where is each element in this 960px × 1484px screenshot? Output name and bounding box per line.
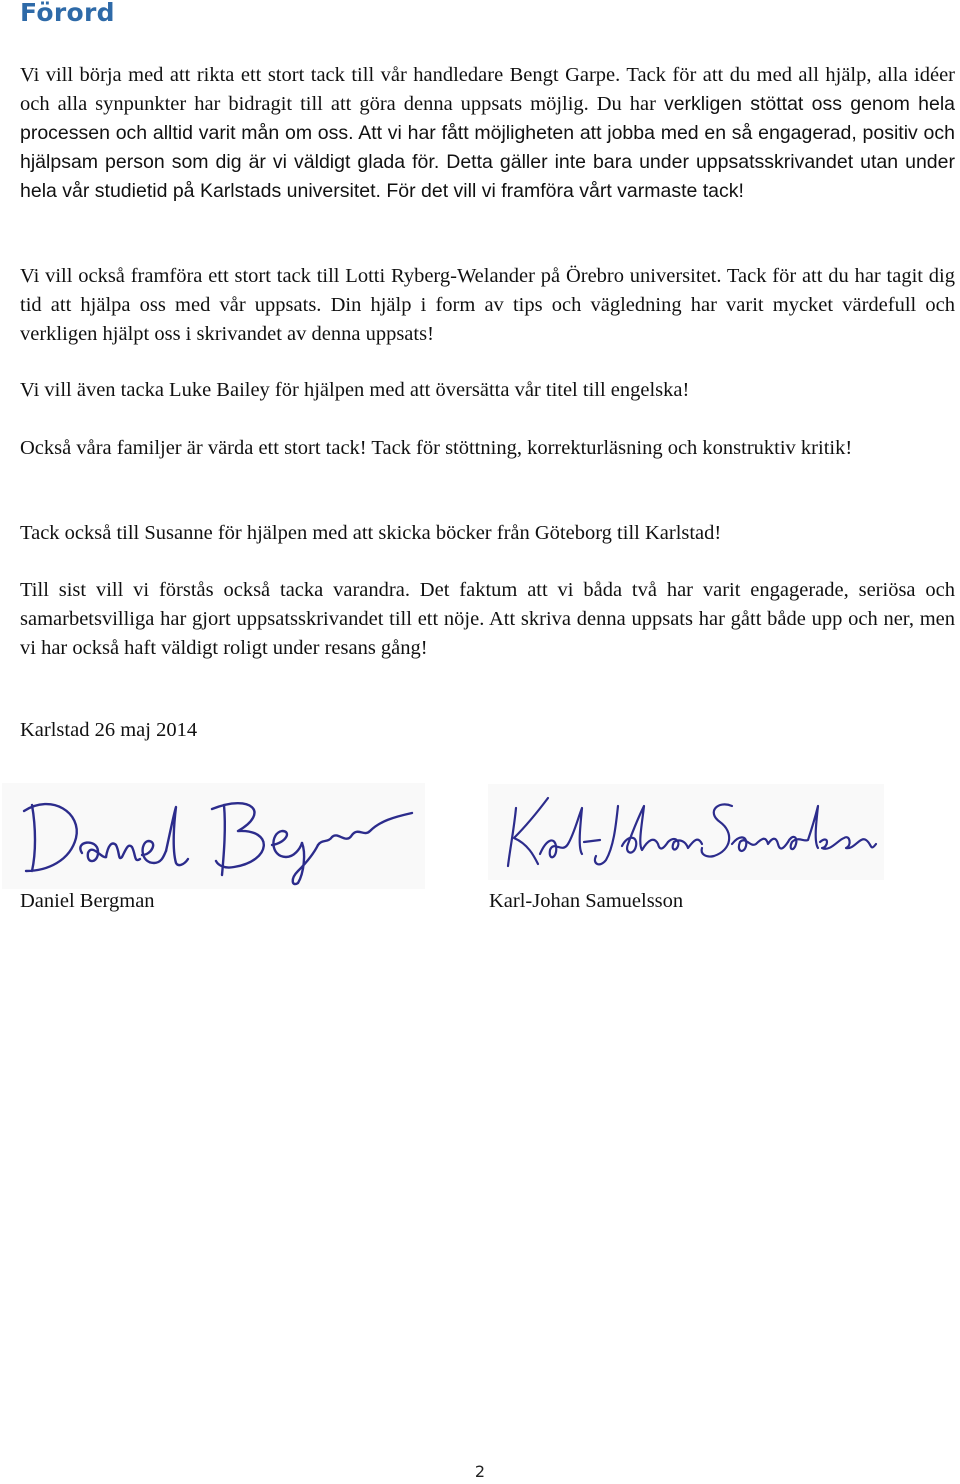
paragraph-thanks-orebro: Vi vill också framföra ett stort tack till Lotti Ryberg-Welander på Örebro universitet. Tack för att du har tagit dig tid att hjälpa oss med vår uppsats. Din hjälp i form av tips och vägledning har varit mycket värdefull och verkligen hjälpt oss i skrivandet av denna uppsats! <box>20 265 955 345</box>
signature-karl-johan-samuelsson <box>488 784 884 880</box>
paragraph-thanks-susanne: Tack också till Susanne för hjälpen med att skicka böcker från Göteborg till Karlstad! <box>20 522 722 544</box>
paragraph-part-serif: Vi vill börja med att rikta ett stort tack till vår handledare Bengt Garpe. Tack för att du med all hjälp, alla idéer och alla synpunkter har bidragit till att göra denna uppsats möjlig. Du har <box>20 64 955 115</box>
paragraph-thanks-each-other: Till sist vill vi förstås också tacka varandra. Det faktum att vi båda två har varit engagerade, seriösa och samarbetsvilliga har gjort uppsatsskrivandet till ett nöje. Att skriva denna uppsats har gått både upp och ner, men vi har också haft väldigt roligt under resans gång! <box>20 579 955 659</box>
signatory-name-2: Karl-Johan Samuelsson <box>489 890 684 912</box>
paragraph-thanks-translation: Vi vill även tacka Luke Bailey för hjälpen med att översätta vår titel till engelska! <box>20 379 690 401</box>
paragraph-thanks-families: Också våra familjer är värda ett stort tack! Tack för stöttning, korrekturläsning och konstruktiv kritik! <box>20 437 853 459</box>
paragraph-thanks-supervisor <box>20 61 955 206</box>
paragraph-part-sans: verkligen stöttat oss genom hela processen och alltid varit mån om oss. Att vi har fått möjligheten att jobba med en så engagerad, positiv och hjälpsam person som dig är vi väldigt glada för. Detta gäller inte bara under uppsatsskrivandet utan under hela vår studietid på Karlstads universitet. För det vill vi framföra vårt varmaste tack! <box>20 93 955 202</box>
signature-daniel-bergman <box>2 783 425 889</box>
page-title: Förord <box>20 0 115 27</box>
page-number: 2 <box>474 1462 486 1481</box>
signatory-name-1: Daniel Bergman <box>20 890 155 912</box>
dateline: Karlstad 26 maj 2014 <box>20 719 198 741</box>
